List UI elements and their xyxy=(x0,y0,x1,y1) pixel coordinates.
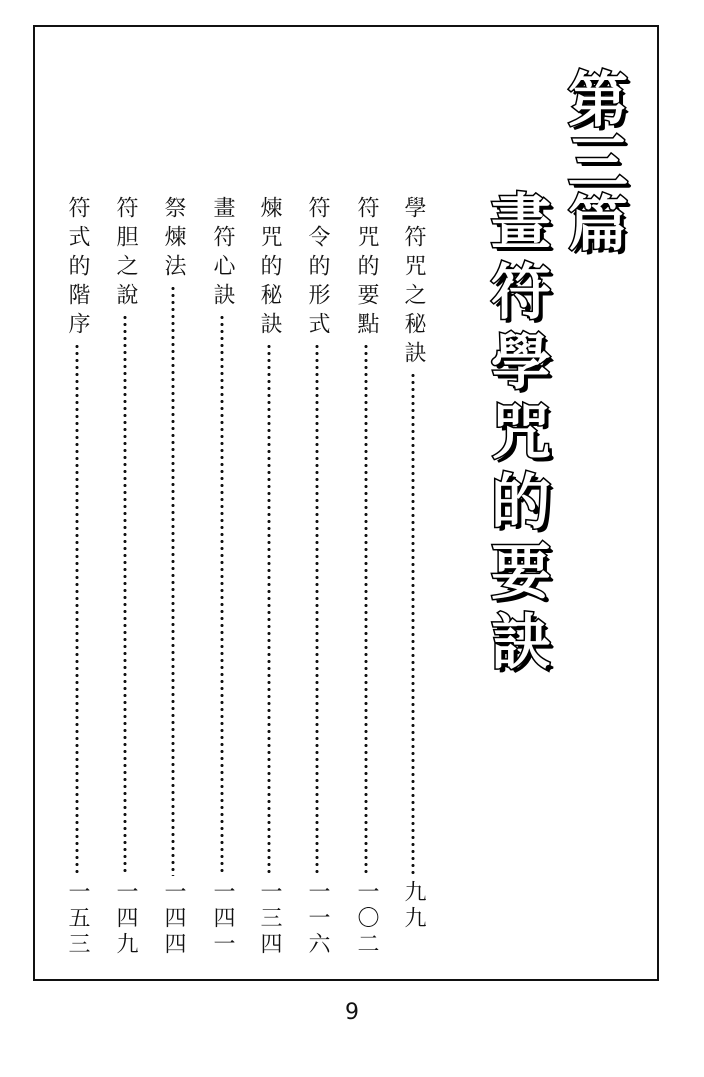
toc-entry-page: 一四九 xyxy=(113,880,138,958)
toc-entry-title: 畫符心訣 xyxy=(210,196,235,312)
toc-entry-title: 煉咒的秘訣 xyxy=(257,196,282,341)
toc-entry xyxy=(351,196,381,962)
toc-entry xyxy=(398,196,428,962)
toc-entry xyxy=(254,196,284,962)
toc-entry-page: 一三四 xyxy=(257,880,282,958)
toc-entry-title: 符咒的要點 xyxy=(354,196,379,341)
toc-entry xyxy=(207,196,237,962)
toc-leader-dots xyxy=(267,343,271,876)
chapter-title: 畫符學咒的要訣 xyxy=(481,190,551,680)
toc-entry-page: 一四一 xyxy=(210,880,235,958)
toc-entry-title: 祭煉法 xyxy=(161,196,186,283)
toc-entry xyxy=(110,196,140,962)
toc-leader-dots xyxy=(364,343,368,876)
toc-entry-page: 一〇二 xyxy=(354,880,379,958)
section-label: 第三篇 xyxy=(558,68,628,254)
toc-entry-title: 符式的階序 xyxy=(65,196,90,341)
toc-entry-page: 九九 xyxy=(401,880,426,932)
toc-entry xyxy=(302,196,332,962)
toc-leader-dots xyxy=(315,343,319,876)
toc-entry-title: 學符咒之秘訣 xyxy=(401,196,426,370)
toc-entry xyxy=(158,196,188,962)
toc-entry-page: 一一六 xyxy=(305,880,330,958)
toc-leader-dots xyxy=(171,285,175,876)
toc-leader-dots xyxy=(123,314,127,876)
page-number: 9 xyxy=(345,1000,359,1025)
toc-leader-dots xyxy=(411,372,415,876)
toc-leader-dots xyxy=(220,314,224,876)
toc-entry xyxy=(62,196,92,962)
toc-entry-title: 符令的形式 xyxy=(305,196,330,341)
toc-entry-page: 一五三 xyxy=(65,880,90,958)
toc-leader-dots xyxy=(75,343,79,876)
toc-entry-title: 符胆之說 xyxy=(113,196,138,312)
toc-entry-page: 一四四 xyxy=(161,880,186,958)
